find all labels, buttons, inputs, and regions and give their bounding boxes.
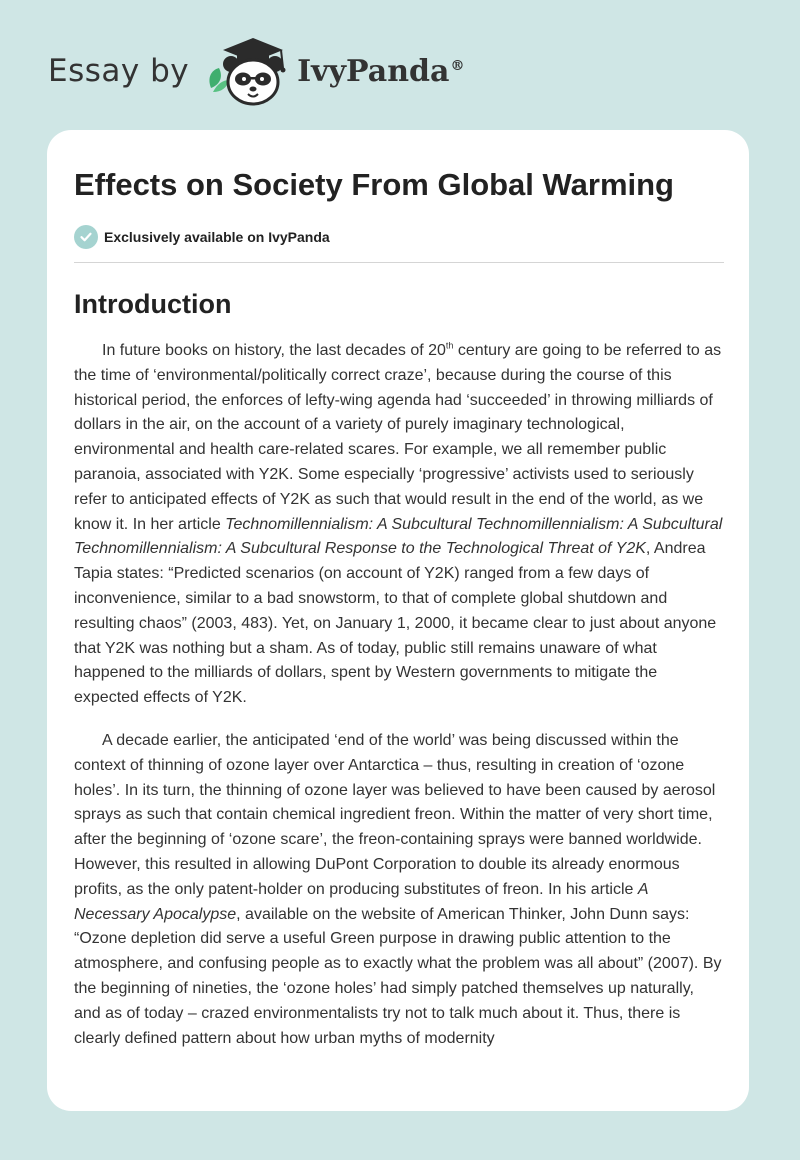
- section-heading: Introduction: [74, 289, 232, 319]
- article-content: [74, 130, 724, 1051]
- citation-title-dunn: A Necessary Apocalypse: [74, 880, 648, 923]
- brand-prefix: Essay by: [48, 53, 190, 89]
- panda-logo-icon: [203, 34, 293, 108]
- divider: [74, 262, 724, 263]
- paragraph-1: In future books on history, the last decades of 20th century are going to be referred to as the time of ‘environmental/politically correct craze’, because during the course of this historical period, the enforces of lefty-wing agenda had ‘succeeded’ in throwing milliards of dollars in the air, on the account of a variety of purely imaginary technological, environmental and health care-related scares. For example, we all remember public paranoia, associated with Y2K. Some especially ‘progressive’ activists used to seriously refer to anticipated effects of Y2K as such that would result in the end of the world, as we know it. In her article Technomillennialism: A Subcultural Technomillennialism: A Subcultural Technomillennialism: A Subcultural Response to the Technological Threat of Y2K, Andrea Tapia states: “Predicted scenarios (on account of Y2K) ranged from a few days of inconvenience, similar to a bad snowstorm, to that of complete global shutdown and resulting chaos” (2003, 483). Yet, on January 1, 2000, it became clear to just about anyone that Y2K was nothing but a sham. As of today, public still remains unaware of what happened to the milliards of dollars, spent by Western governments to mitigate the expected effects of Y2K.: [74, 340, 723, 707]
- paragraph-2: A decade earlier, the anticipated ‘end of the world’ was being discussed within the context of thinning of ozone layer over Antarctica – thus, resulting in creation of ‘ozone holes’. In its turn, the thinning of ozone layer was believed to have been caused by aerosol sprays as such that contain chemical ingredient freon. Within the matter of very short time, after the beginning of ‘ozone scare’, the freon-containing sprays were banned worldwide. However, this resulted in allowing DuPont Corporation to double its already enormous profits, as the only patent-holder on producing substitutes of freon. In his article A Necessary Apocalypse, available on the website of American Thinker, John Dunn says: “Ozone depletion did serve a useful Green purpose in drawing public attention to the atmosphere, and confusing people as to exactly what the problem was all about” (2007). By the beginning of nineties, the ‘ozone holes’ had simply patched themselves up naturally, and as of today – crazed environmentalists try not to talk much about it. Thus, there is clearly defined pattern about how urban myths of modernity: [74, 731, 722, 1047]
- registered-mark: ®: [450, 57, 465, 74]
- exclusive-badge-label: Exclusively available on IvyPanda: [104, 229, 330, 245]
- brand-name: IvyPanda®: [297, 53, 465, 89]
- check-icon: [74, 225, 98, 249]
- page-title: Effects on Society From Global Warming: [74, 167, 674, 202]
- superscript-th: th: [445, 340, 454, 351]
- citation-title-tapia: Technomillennialism: A Subcultural Technomillennialism: A Subcultural Technomillennialism: A Subcultural Response to the Technological Threat of Y2K: [74, 515, 723, 558]
- brand-header[interactable]: [48, 34, 464, 108]
- exclusive-badge: [74, 225, 724, 249]
- article-card: [47, 130, 749, 1111]
